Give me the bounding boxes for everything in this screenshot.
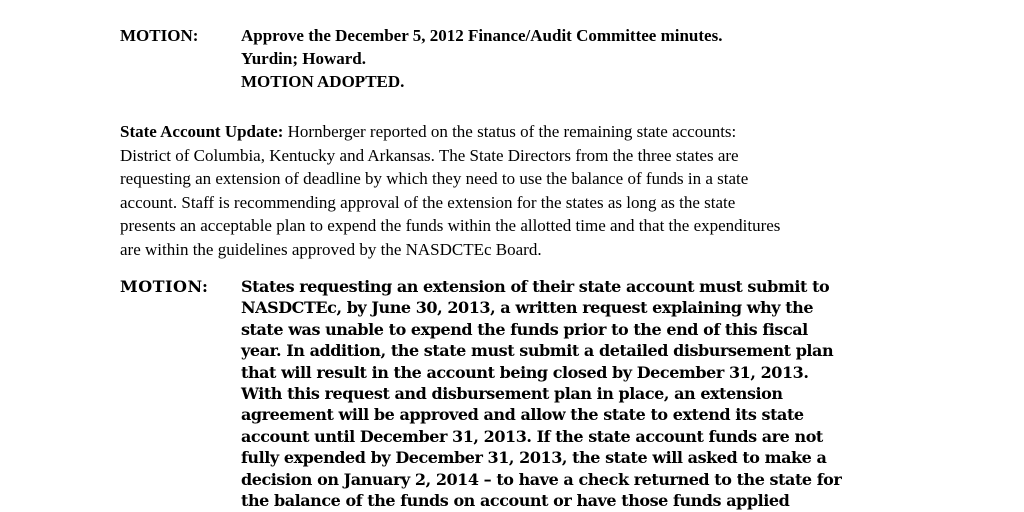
motion-text	[241, 24, 921, 93]
section-heading: State Account Update:	[120, 122, 284, 141]
motion-text-line: fully expended by December 31, 2013, the state will asked to make a	[241, 448, 827, 468]
motion-text-line: NASDCTEc, by June 30, 2013, a written request explaining why the	[241, 298, 814, 318]
motion-result-line: MOTION ADOPTED.	[241, 72, 405, 91]
paragraph-line: account. Staff is recommending approval of the extension for the states as long as the state	[120, 192, 736, 212]
paragraph-line: District of Columbia, Kentucky and Arkansas. The State Directors from the three states are	[120, 145, 739, 165]
paragraph-line: presents an acceptable plan to expend the funds within the allotted time and that the expenditures	[120, 216, 781, 235]
motion-text-line: account until December 31, 2013. If the state account funds are not	[241, 426, 823, 446]
paragraph-line	[120, 120, 920, 144]
motion-text-line: the balance of the funds on account or have those funds applied	[241, 491, 790, 511]
motion-text-line: that will result in the account being closed by December 31, 2013.	[241, 362, 809, 382]
motion-text-line: state was unable to expend the funds prior to the end of this fiscal	[241, 319, 808, 339]
motion-text-line: States requesting an extension of their state account must submit to	[241, 277, 830, 296]
motion-label: MOTION:	[120, 26, 199, 45]
paragraph-line: are within the guidelines approved by the NASDCTEc Board.	[120, 239, 542, 259]
motion-text-line: decision on January 2, 2014 – to have a check returned to the state for	[241, 469, 842, 489]
motion-text-line: With this request and disbursement plan in place, an extension	[241, 384, 783, 404]
motion-text-line: agreement will be approved and allow the state to extend its state	[241, 405, 804, 425]
paragraph-line: requesting an extension of deadline by which they need to use the balance of funds in a state	[120, 169, 749, 188]
motion-text-line: year. In addition, the state must submit a detailed disbursement plan	[241, 341, 834, 361]
motion-text	[241, 276, 921, 511]
paragraph-line-text: Hornberger reported on the status of the remaining state accounts:	[283, 122, 737, 141]
motion-label: MOTION:	[120, 277, 209, 296]
state-account-update-paragraph	[120, 120, 920, 261]
motion-movers-line: Yurdin; Howard.	[241, 49, 367, 68]
motion-text-line: Approve the December 5, 2012 Finance/Audit Committee minutes.	[241, 26, 723, 45]
